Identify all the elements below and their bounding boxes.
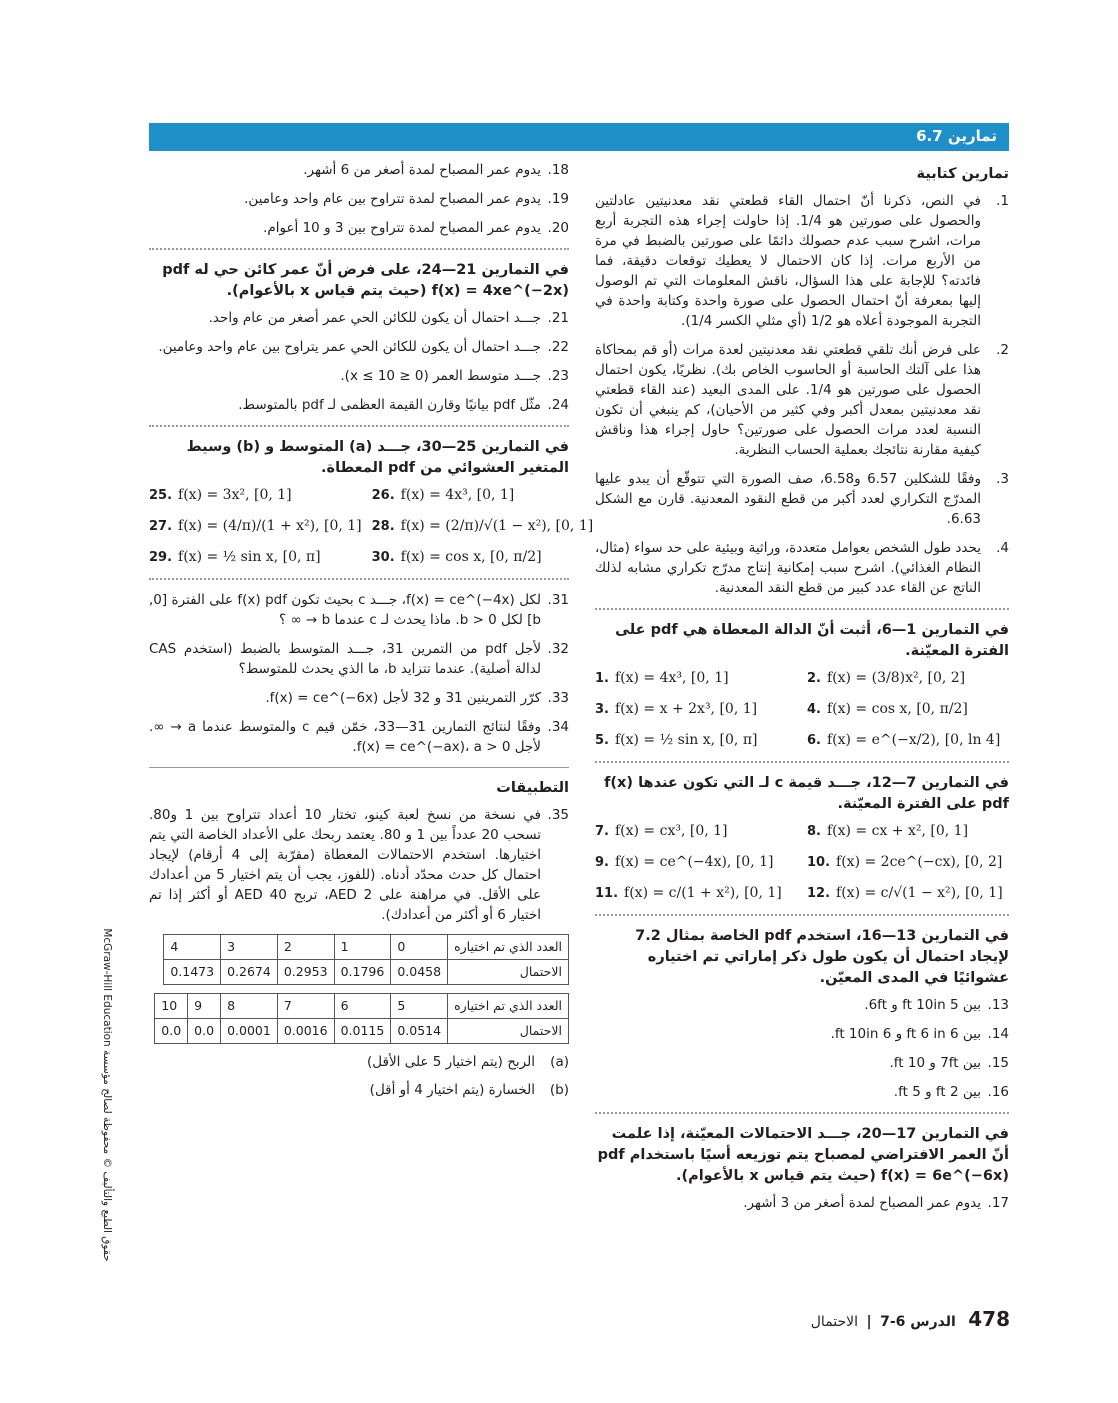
exercise-text: كرّر التمرينين 31 و 32 لأجل f(x) = ce^(−6x). bbox=[265, 690, 541, 706]
table-cell: 0.0458 bbox=[391, 960, 448, 985]
formula: f(x) = 4x³, [0, 1] bbox=[400, 487, 515, 503]
formula-item bbox=[595, 668, 797, 689]
divider bbox=[149, 767, 569, 768]
exercise-text: بين 7ft و 10 ft. bbox=[889, 1055, 981, 1071]
table-prob-label: الاحتمال bbox=[448, 960, 569, 985]
exercise-number: 3. bbox=[595, 702, 609, 717]
table-cell: 0.0 bbox=[155, 1019, 188, 1044]
exercise-item bbox=[149, 590, 569, 630]
exercises-13-16-heading: في التمارين 13—16، استخدم pdf الخاصة بمثال 7.2 لإيجاد احتمال أن يكون طول ذكر إماراتي تم اختياره عشوائيًا في المدى المعيّن. bbox=[635, 928, 1009, 986]
formula: f(x) = (3/8)x², [0, 2] bbox=[826, 670, 966, 686]
formula: f(x) = c/√(1 − x²), [0, 1] bbox=[836, 885, 1003, 901]
formula: f(x) = c/(1 + x²), [0, 1] bbox=[624, 885, 782, 901]
section-title: تمارين 6.7 bbox=[916, 127, 997, 145]
table-cell: 5 bbox=[391, 994, 448, 1019]
exercise-text: بين 6 ft 6 in و 6 ft 10in. bbox=[830, 1026, 981, 1042]
formula: f(x) = cos x, [0, π/2] bbox=[826, 701, 968, 717]
exercise-number: 32. bbox=[547, 641, 569, 657]
exercise-text: وفقًا لنتائج التمارين 31—33، خمّن قيم c والمتوسط عندما a → ∞. لأجل f(x) = ce^(−ax)، a > 0. bbox=[149, 719, 542, 755]
sub-label: (a) bbox=[550, 1054, 569, 1070]
exercise-text: بين 2 ft و 5 ft. bbox=[893, 1084, 981, 1100]
exercise-number: 4. bbox=[996, 540, 1009, 556]
exercise-number: 30. bbox=[371, 550, 395, 565]
writing-exercises-heading: تمارين كتابية bbox=[916, 166, 1009, 182]
exercise-number: 31. bbox=[547, 592, 569, 608]
exercises-1-6 bbox=[595, 668, 1009, 751]
formula-item bbox=[807, 668, 1009, 689]
probability-table-1 bbox=[163, 934, 569, 985]
exercise-number: 4. bbox=[807, 702, 821, 717]
table-cell: 0.0001 bbox=[221, 1019, 278, 1044]
probability-table-2 bbox=[154, 993, 569, 1044]
exercise-item bbox=[149, 639, 569, 679]
exercise-number: 28. bbox=[371, 519, 395, 534]
formula: f(x) = e^(−x/2), [0, ln 4] bbox=[826, 732, 1001, 748]
exercise-text: جـــد احتمال أن يكون للكائن الحي عمر يتراوح بين عام واحد وعامين. bbox=[158, 339, 541, 355]
exercise-number: 16. bbox=[987, 1084, 1009, 1100]
exercise-item bbox=[149, 218, 569, 238]
exercise-number: 33. bbox=[547, 690, 569, 706]
divider bbox=[149, 578, 569, 580]
exercise-number: 18. bbox=[547, 162, 569, 178]
exercises-1-6-heading: في التمارين 1—6، أثبت أنّ الدالة المعطاة هي pdf على الفترة المعيّنة. bbox=[615, 622, 1009, 659]
lesson-topic: الاحتمال bbox=[810, 1314, 859, 1330]
exercise-text: جـــد متوسط العمر (0 ≤ x ≤ 10). bbox=[340, 368, 541, 384]
page-footer bbox=[760, 1307, 1010, 1331]
exercise-number: 5. bbox=[595, 733, 609, 748]
table-cell: 0.2953 bbox=[277, 960, 334, 985]
exercises-21-24-heading: في التمارين 21—24، على فرض أنّ عمر كائن حي له pdf f(x) = 4xe^(−2x) (حيث يتم قياس x بالأعوام). bbox=[162, 262, 569, 299]
exercise-number: 14. bbox=[987, 1026, 1009, 1042]
exercise-number: 3. bbox=[996, 471, 1009, 487]
exercise-item bbox=[595, 995, 1009, 1015]
divider bbox=[595, 761, 1009, 763]
exercise-text: في النص، ذكرنا أنّ احتمال القاء قطعتي نقد معدنيتين عادلتين والحصول على صورتين هو 1/4. إذا حاولت إجراء هذه التجربة أربع مرات، اشرح سبب عدم حصولك دائمًا على صورتين بالضبط في مرة من الأربع مرات. إذا كان الاحتمال لا يعطيك توقعات دقيقة، فما فائدته؟ للإجابة على هذا السؤال، ناقش المعلومات التي تم الوصول إليها بمعرفة أنّ احتمال الحصول على صورة واحدة وكتابة واحدة في التجربة الموجودة أعلاه هو 1/2 (أي مثلي الكسر 1/4). bbox=[595, 193, 981, 329]
exercise-item bbox=[149, 717, 569, 757]
formula-item bbox=[372, 516, 594, 537]
exercise-item bbox=[149, 688, 569, 708]
exercise-number: 1. bbox=[595, 671, 609, 686]
exercise-number: 11. bbox=[595, 886, 619, 901]
exercise-number: 24. bbox=[547, 397, 569, 413]
sub-question bbox=[149, 1052, 569, 1072]
exercise-number: 29. bbox=[149, 550, 173, 565]
exercise-number: 6. bbox=[807, 733, 821, 748]
exercise-number: 26. bbox=[371, 488, 395, 503]
formula: f(x) = 4x³, [0, 1] bbox=[614, 670, 729, 686]
divider bbox=[595, 608, 1009, 610]
exercise-text: يدوم عمر المصباح لمدة تتراوح بين عام واحد وعامين. bbox=[244, 191, 541, 207]
exercise-text: يحدد طول الشخص بعوامل متعددة، وراثية وبيئية على حد سواء (مثال، النظام الغذائي). اشرح سبب إمكانية إنتاج مدرّج تكراري مشابه لذلك الناتج عن القاء عدد كبير من قطع النقد المعدنية. bbox=[594, 540, 981, 596]
exercise-number: 2. bbox=[996, 342, 1009, 358]
table-cell: 3 bbox=[221, 935, 278, 960]
table-cell: 7 bbox=[277, 994, 334, 1019]
formula: f(x) = x + 2x³, [0, 1] bbox=[614, 701, 758, 717]
exercise-item bbox=[595, 340, 1009, 460]
table-cell: 0.0514 bbox=[391, 1019, 448, 1044]
formula-item bbox=[595, 883, 797, 904]
formula-item bbox=[595, 730, 797, 751]
exercise-number: 20. bbox=[547, 220, 569, 236]
table-cell: 0.0 bbox=[188, 1019, 221, 1044]
table-cell: 6 bbox=[334, 994, 391, 1019]
formula-item bbox=[807, 699, 1009, 720]
exercise-item bbox=[595, 538, 1009, 598]
formula: f(x) = (2/π)/√(1 − x²), [0, 1] bbox=[400, 518, 594, 534]
exercise-number: 7. bbox=[595, 824, 609, 839]
exercise-text: يدوم عمر المصباح لمدة تتراوح بين 3 و 10 أعوام. bbox=[263, 220, 541, 236]
exercise-number: 19. bbox=[547, 191, 569, 207]
formula: f(x) = ½ sin x, [0, π] bbox=[178, 549, 321, 565]
exercise-item bbox=[149, 337, 569, 357]
left-column bbox=[149, 160, 594, 1108]
exercise-item bbox=[595, 1082, 1009, 1102]
exercise-number: 10. bbox=[807, 855, 831, 870]
page-number: 478 bbox=[968, 1307, 1010, 1331]
table-cell: 0.1473 bbox=[164, 960, 221, 985]
sub-label: (b) bbox=[549, 1082, 569, 1098]
formula: f(x) = 3x², [0, 1] bbox=[178, 487, 292, 503]
formula-item bbox=[595, 821, 797, 842]
table-cell: 0 bbox=[391, 935, 448, 960]
exercise-number: 1. bbox=[996, 193, 1009, 209]
sub-items bbox=[149, 1052, 569, 1100]
formula: f(x) = 2ce^(−cx), [0, 2] bbox=[836, 854, 1003, 870]
exercises-18-20 bbox=[149, 160, 569, 238]
table-cell: 8 bbox=[221, 994, 278, 1019]
formula-item bbox=[372, 485, 594, 506]
table-cell: 0.1796 bbox=[334, 960, 391, 985]
divider bbox=[149, 248, 569, 250]
divider bbox=[149, 425, 569, 427]
formula: f(x) = cos x, [0, π/2] bbox=[400, 549, 542, 565]
table-cell: 1 bbox=[334, 935, 391, 960]
formula-item bbox=[807, 852, 1009, 873]
exercise-text: لكل f(x) = ce^(−4x)، جـــد c بحيث تكون f(x) pdf على الفترة [0, b] لكل b > 0. ماذا يحدث لـ c عندما b → ∞ ؟ bbox=[149, 592, 541, 628]
formula: f(x) = cx³, [0, 1] bbox=[614, 823, 728, 839]
formula-item bbox=[807, 821, 1009, 842]
writing-exercises bbox=[595, 191, 1009, 598]
sub-text: الخسارة (يتم اختيار 4 أو أقل) bbox=[369, 1082, 535, 1098]
table-prob-label: الاحتمال bbox=[448, 1019, 569, 1044]
table-cell: 0.0115 bbox=[334, 1019, 391, 1044]
formula-item bbox=[149, 485, 362, 506]
exercise-text: لأجل pdf من التمرين 31، جـــد المتوسط بالضبط (استخدم CAS لدالة أصلية). عندما تتزايد b، ما الذي يحدث للمتوسط؟ bbox=[149, 641, 542, 677]
exercise-item bbox=[595, 1024, 1009, 1044]
sub-text: الربح (يتم اختيار 5 على الأقل) bbox=[367, 1054, 535, 1070]
exercise-item bbox=[595, 469, 1009, 529]
applications-heading: التطبيقات bbox=[496, 780, 569, 796]
table-cell: 0.2674 bbox=[221, 960, 278, 985]
exercise-item bbox=[149, 308, 569, 328]
exercise-number: 12. bbox=[807, 886, 831, 901]
exercise-item bbox=[149, 160, 569, 180]
exercise-item bbox=[149, 189, 569, 209]
exercise-item bbox=[595, 191, 1009, 331]
right-column bbox=[595, 160, 1009, 1222]
table-cell: 0.0016 bbox=[277, 1019, 334, 1044]
formula-item bbox=[372, 547, 594, 568]
formula-item bbox=[149, 516, 362, 537]
exercises-13-16 bbox=[595, 995, 1009, 1102]
divider bbox=[595, 1112, 1009, 1114]
exercise-text: يدوم عمر المصباح لمدة أصغر من 6 أشهر. bbox=[303, 162, 541, 178]
exercise-item: 17. يدوم عمر المصباح لمدة أصغر من 3 أشهر. bbox=[743, 1195, 1009, 1211]
exercises-7-12-heading: في التمارين 7—12، جـــد قيمة c لـ التي تكون عندها f(x) pdf على الفترة المعيّنة. bbox=[604, 775, 1009, 812]
exercise-text: بين 5 ft 10in و 6ft. bbox=[864, 997, 981, 1013]
exercises-31-34 bbox=[149, 590, 569, 757]
exercise-text: على فرض أنك تلقي قطعتي نقد معدنيتين لعدة مرات (أو قم بمحاكاة هذا على آلتك الحاسبة أو الحاسوب الخاص بك). نظريًا، يكون احتمال الحصول على صورتين هو 1/4. على المدى البعيد (عند القاء قطعتي نقد معدنيتين بمعدل أكبر وفي كثير من الأحيان)، كم ينبغي أن تكون النسبة لعدد مرات الحصول على صورتين؟ حاول إجراء هذا وناقش كيفية مقارنة نتائجك بعملية الحساب النظرية. bbox=[595, 342, 982, 458]
exercise-text: جـــد احتمال أن يكون للكائن الحي عمر أصغر من عام واحد. bbox=[208, 310, 541, 326]
exercise-item bbox=[149, 366, 569, 386]
formula: f(x) = ce^(−4x), [0, 1] bbox=[614, 854, 774, 870]
exercises-25-30 bbox=[149, 485, 594, 568]
exercise-item: 35. في نسخة من نسخ لعبة كينو، تختار 10 أعداد تتراوح بين 1 و80. تسحب 20 عدداً بين 1 و 80. يعتمد ربحك على الأعداد الخاصة التي يتم اختيارها. استخدم الاحتمالات المعطاة (مقرّبة إلى 4 أرقام) لإيجاد احتمال كل حدث محدّد أدناه. (للفوز، يجب أن يتم اختيار 5 من أعدادك على الأقل. في مراهنة على AED 2، تربح AED 40 أو أكثر إذا تم اختيار 6 أو أكثر من أعدادك). bbox=[149, 807, 569, 923]
table-row-label: العدد الذي تم اختياره bbox=[448, 935, 569, 960]
copyright-note: حقوق الطبع والتأليف © محفوظة لصالح مؤسسة McGraw-Hill Education bbox=[101, 928, 113, 1262]
exercise-number: 34. bbox=[547, 719, 569, 735]
exercises-17-20-heading: في التمارين 17—20، جـــد الاحتمالات المعيّنة، إذا علمت أنّ العمر الافتراضي لمصباح يتم توزيعه أسيًا باستخدام pdf f(x) = 6e^(−6x) (حيث يتم قياس x بالأعوام). bbox=[597, 1126, 1009, 1184]
table-cell: 2 bbox=[277, 935, 334, 960]
exercise-number: 27. bbox=[149, 519, 173, 534]
table-cell: 4 bbox=[164, 935, 221, 960]
formula: f(x) = cx + x², [0, 1] bbox=[826, 823, 969, 839]
table-cell: 10 bbox=[155, 994, 188, 1019]
formula-item bbox=[595, 852, 797, 873]
exercise-item bbox=[595, 1053, 1009, 1073]
exercise-text: وفقًا للشكلين 6.57 و6.58، صف الصورة التي تتوقّع أن يبدو عليها المدرّج التكراري لعدد أكبر من قطع النقود المعدنية. قارن مع الشكل 6.63. bbox=[595, 471, 982, 527]
exercise-number: 9. bbox=[595, 855, 609, 870]
exercise-number: 2. bbox=[807, 671, 821, 686]
exercise-number: 13. bbox=[987, 997, 1009, 1013]
exercise-number: 23. bbox=[547, 368, 569, 384]
section-header-bar bbox=[149, 123, 1009, 151]
footer-separator: | bbox=[866, 1314, 872, 1330]
formula-item bbox=[149, 547, 362, 568]
lesson-label: الدرس 6-7 bbox=[880, 1314, 956, 1330]
formula-item bbox=[595, 699, 797, 720]
exercises-7-12 bbox=[595, 821, 1009, 904]
exercise-number: 22. bbox=[547, 339, 569, 355]
table-row-label: العدد الذي تم اختياره bbox=[448, 994, 569, 1019]
formula-item bbox=[807, 883, 1009, 904]
sub-question bbox=[149, 1080, 569, 1100]
exercises-25-30-heading: في التمارين 25—30، جـــد (a) المتوسط و (b) وسيط المتغير العشوائي من pdf المعطاة. bbox=[186, 439, 569, 476]
exercise-number: 25. bbox=[149, 488, 173, 503]
formula-item bbox=[807, 730, 1009, 751]
formula: f(x) = ½ sin x, [0, π] bbox=[614, 732, 758, 748]
table-cell: 9 bbox=[188, 994, 221, 1019]
exercise-item bbox=[149, 395, 569, 415]
exercise-number: 8. bbox=[807, 824, 821, 839]
exercise-number: 21. bbox=[547, 310, 569, 326]
formula: f(x) = (4/π)/(1 + x²), [0, 1] bbox=[178, 518, 362, 534]
divider bbox=[595, 914, 1009, 916]
exercises-21-24 bbox=[149, 308, 569, 415]
exercise-text: مثّل pdf بيانيًا وقارن القيمة العظمى لـ pdf بالمتوسط. bbox=[238, 397, 541, 413]
exercise-number: 15. bbox=[987, 1055, 1009, 1071]
